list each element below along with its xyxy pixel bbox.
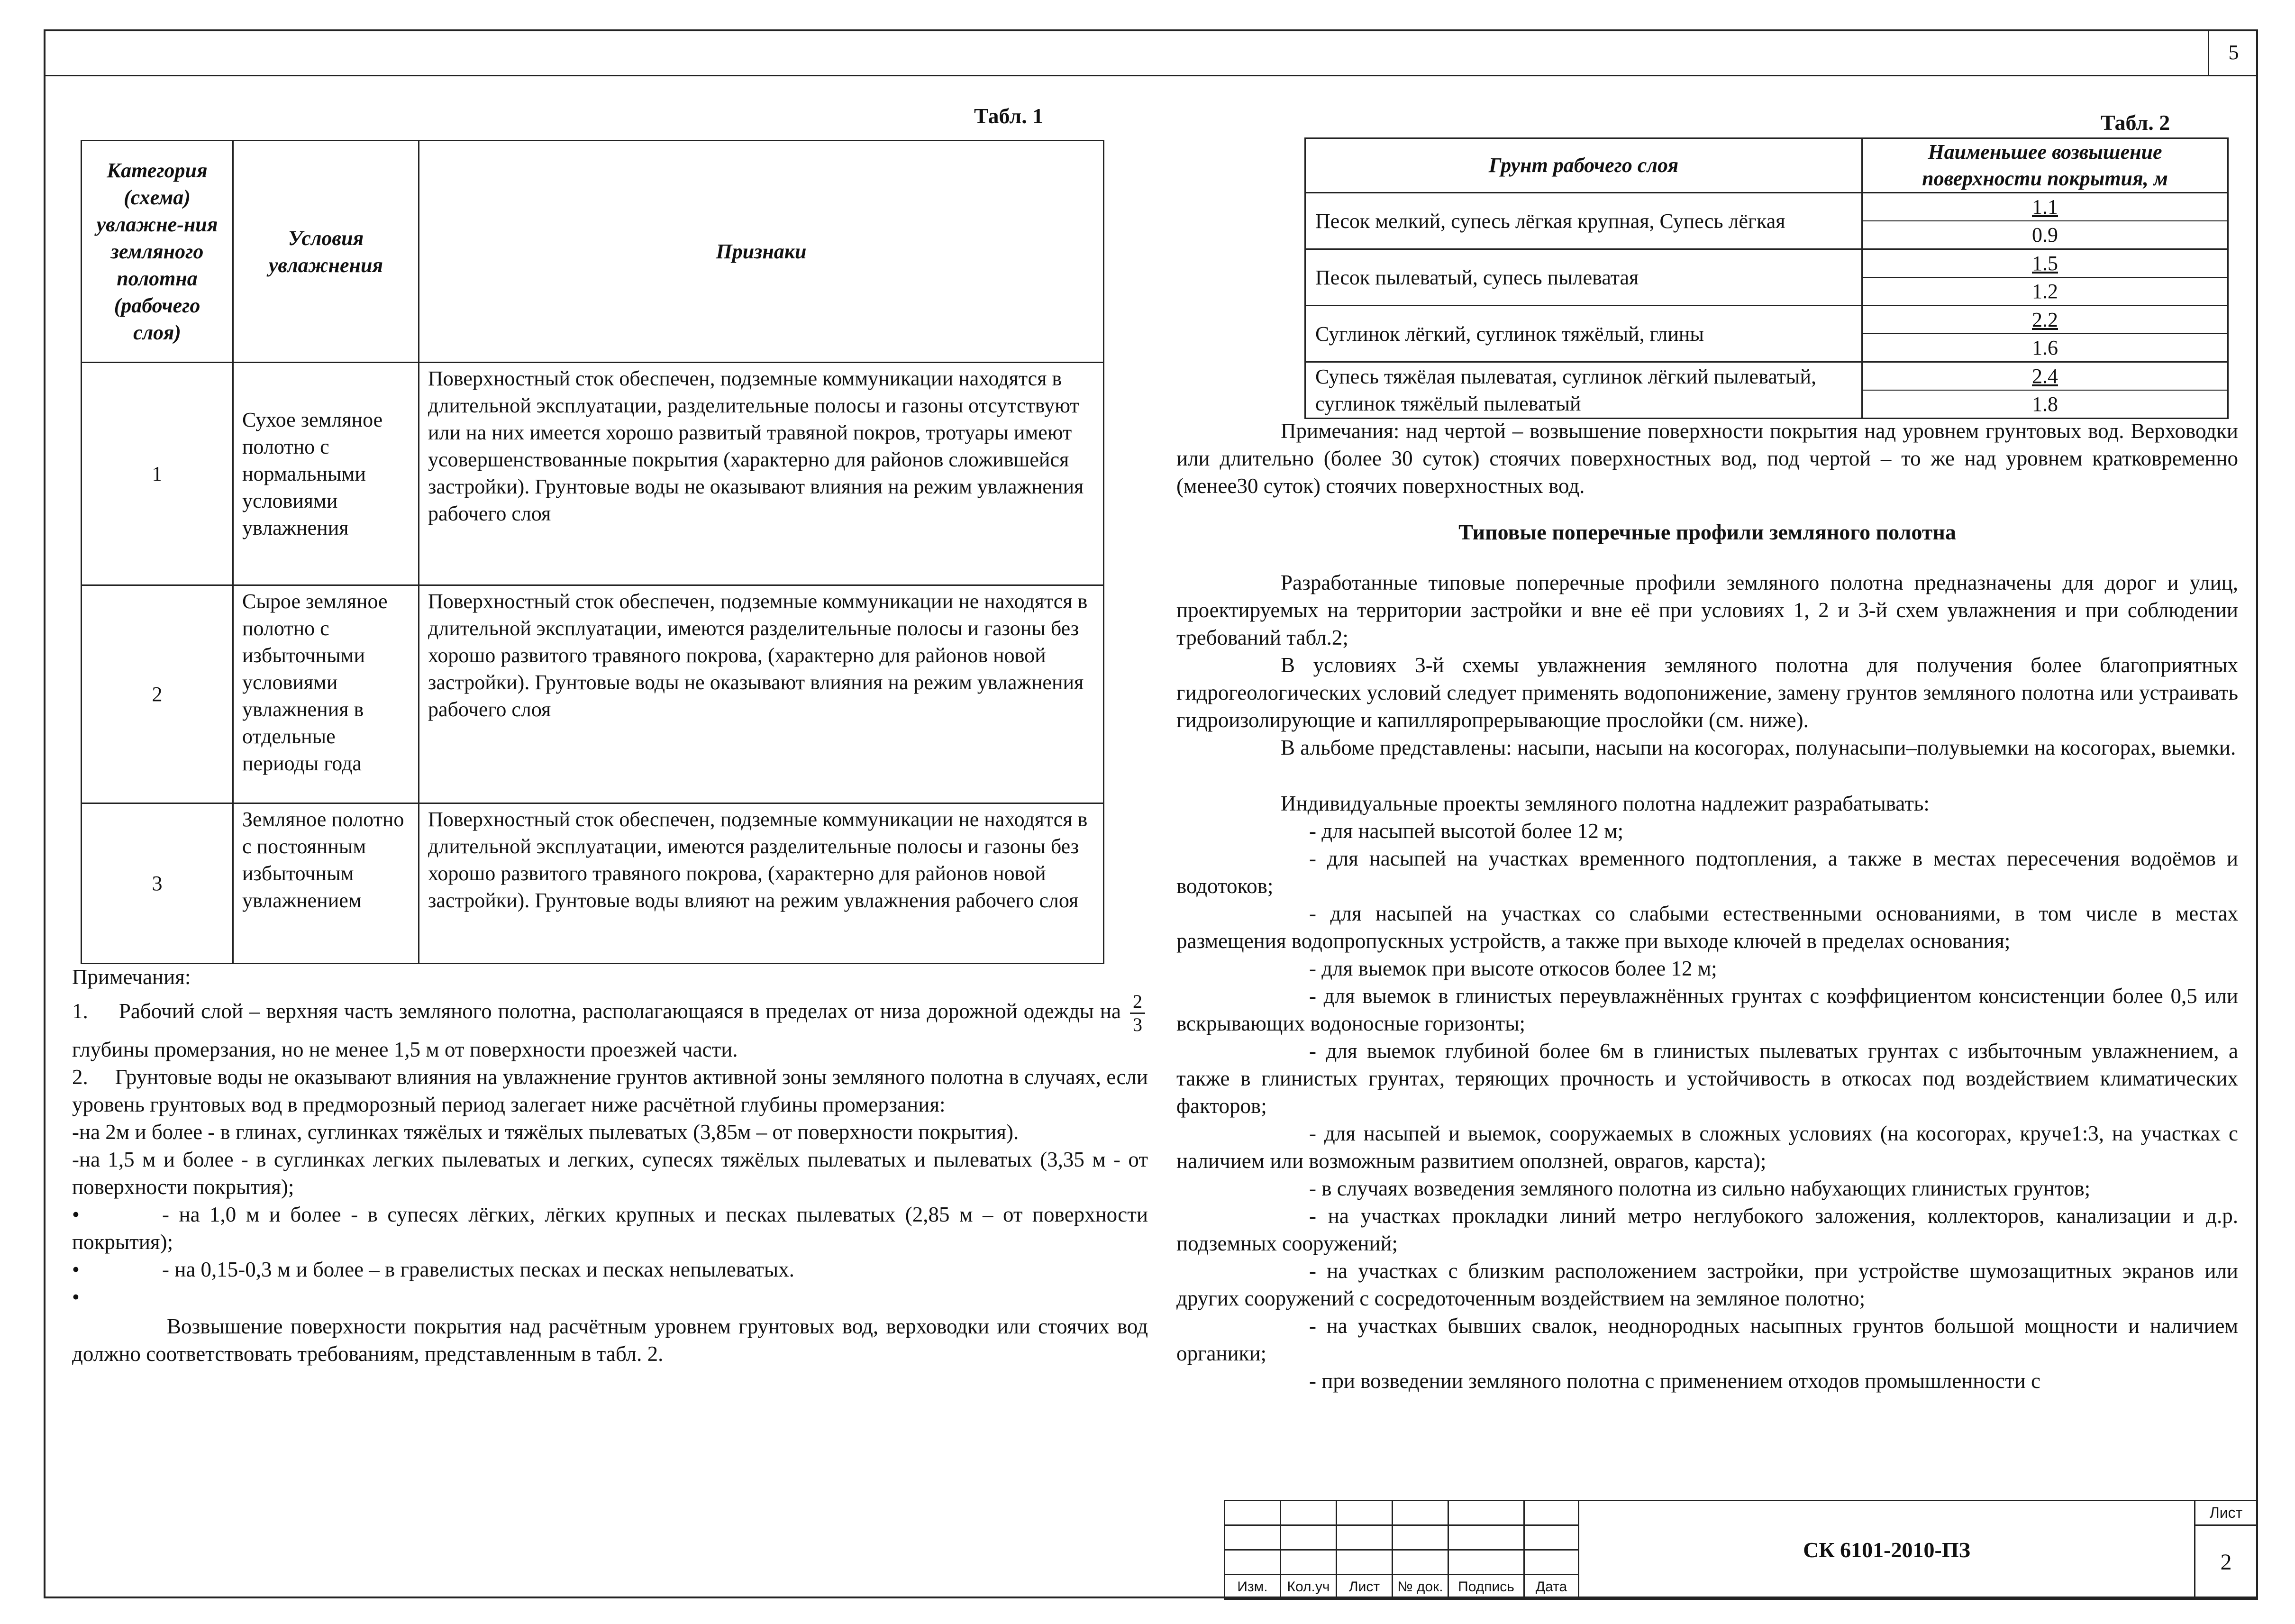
table2 — [1304, 137, 2229, 419]
notes-title: Примечания: — [72, 965, 191, 989]
bullet-icon: • — [72, 1258, 80, 1281]
left-notes — [72, 963, 1148, 1368]
stamp-cell — [1393, 1550, 1448, 1575]
value-under: 1.2 — [2032, 280, 2058, 303]
stamp-cell — [1281, 1501, 1337, 1525]
table1-row-num: 2 — [82, 585, 233, 803]
table2-note: Примечания: над чертой – возвышение поверхности покрытия над уровнем грунтовых вод. Верховодки или длительно (более 30 суток) стоячих поверхностных вод, под чертой – то же над уровнем кратковременно (менее30 суток) стоячих поверхностных вод. — [1176, 419, 2238, 498]
note-2-number: 2. — [72, 1065, 88, 1089]
table1-row-signs: Поверхностный сток обеспечен, подземные коммуникации не находятся в длительной эксплуатации, имеются разделительные полосы и газоны без хорошо развитого травяного покрова, (характерно для районов новой застройки). Грунтовые воды влияют на режим увлажнения рабочего слоя — [419, 803, 1104, 964]
stamp-label-sheet: Лист — [1337, 1575, 1393, 1599]
stamp-cell — [1225, 1501, 1281, 1525]
list-item: - для насыпей высотой более 12 м; — [1309, 819, 1624, 843]
table1-row-num: 3 — [82, 803, 233, 964]
table-row — [82, 585, 1104, 803]
table-row — [1305, 362, 2228, 419]
table2-header-soil: Грунт рабочего слоя — [1305, 138, 1862, 193]
table2-caption: Табл. 2 — [2101, 110, 2170, 135]
table1-row-signs: Поверхностный сток обеспечен, подземные коммуникации находятся в длительной эксплуатации, разделительные полосы и газоны отсутствуют или на них имеется хорошо развитый травяной покров, тротуары имеют усовершенствованные покрытия (характерно для районов сложившейся застройки). Грунтовые воды не оказывают влияния на режим увлажнения рабочего слоя — [419, 363, 1104, 585]
stamp-label-docnum: № док. — [1393, 1575, 1448, 1599]
table1-row-condition: Земляное полотно с постоянным избыточным увлажнением — [233, 803, 419, 964]
table1-row-condition: Сухое земляное полотно с нормальными условиями увлажнения — [233, 363, 419, 585]
document-code: СК 6101-2010-ПЗ — [1579, 1501, 2195, 1599]
list-item: - для насыпей и выемок, сооружаемых в сложных условиях (на косогорах, круче1:3, на участках с наличием или возможным развитием оползней, оврагов, карста); — [1176, 1122, 2238, 1173]
stamp-cell — [1281, 1525, 1337, 1550]
note-1-text-b: глубины промерзания, но не менее 1,5 м от поверхности проезжей части. — [72, 1038, 738, 1061]
table2-soil: Суглинок лёгкий, суглинок тяжёлый, глины — [1305, 306, 1862, 362]
list-item: - при возведении земляного полотна с применением отходов промышленности с — [1309, 1369, 2040, 1393]
table1-header-row — [82, 141, 1104, 363]
stamp-cell — [1225, 1525, 1281, 1550]
table1-caption: Табл. 1 — [974, 104, 1044, 128]
value-under: 1.6 — [2032, 336, 2058, 359]
header-line — [44, 75, 2258, 76]
note-1 — [72, 991, 1148, 1063]
bullet-icon: • — [72, 1285, 80, 1309]
stamp-label-count: Кол.уч — [1281, 1575, 1337, 1599]
table-row — [82, 803, 1104, 964]
note-bullet-1: -на 2м и более - в глинах, суглинках тяжёлых и тяжёлых пылеватых (3,85м – от поверхности покрытия). — [72, 1120, 1019, 1144]
table1-row-condition: Сырое земляное полотно с избыточными условиями увлажнения в отдельные периоды года — [233, 585, 419, 803]
stamp-cell — [1524, 1501, 1579, 1525]
value-over: 2.2 — [1863, 306, 2227, 334]
note-2 — [72, 1063, 1148, 1118]
note-bullet-2: -на 1,5 м и более - в суглинках легких пылеватых и легких, супесях тяжёлых пылеватых и пылеватых (3,35 м - от поверхности покрытия); — [72, 1148, 1148, 1199]
paragraph-3: В альбоме представлены: насыпи, насыпи на косогорах, полунасыпи–полувыемки на косогорах, выемки. — [1281, 736, 2236, 759]
stamp-cell — [1337, 1501, 1393, 1525]
fraction-denominator: 3 — [1133, 1014, 1143, 1035]
stamp-cell — [1448, 1550, 1524, 1575]
stamp-cell — [1448, 1525, 1524, 1550]
table-row — [1305, 306, 2228, 362]
fraction-two-thirds — [1130, 991, 1145, 1036]
value-under: 1.8 — [2032, 392, 2058, 416]
table1 — [81, 140, 1104, 964]
note-bullet-5 — [72, 1283, 1148, 1311]
title-block-grid — [1224, 1500, 2258, 1600]
stamp-label-date: Дата — [1524, 1575, 1579, 1599]
note-bullet-4-text: - на 0,15-0,3 м и более – в гравелистых песках и песках непылеватых. — [162, 1258, 794, 1281]
table2-soil: Супесь тяжёлая пылеватая, суглинок лёгкий пылеватый, суглинок тяжёлый пылеватый — [1305, 362, 1862, 419]
list-item: - для насыпей на участках со слабыми естественными основаниями, в том числе в местах размещения водопропускных устройств, а также при выходе ключей в пределах основания; — [1176, 902, 2238, 953]
table-row — [1305, 193, 2228, 249]
stamp-cell — [1524, 1525, 1579, 1550]
value-over: 1.1 — [1863, 193, 2227, 221]
list-item: - для насыпей на участках временного подтопления, а также в местах пересечения водоёмов и водотоков; — [1176, 847, 2238, 898]
fraction-numerator: 2 — [1130, 991, 1145, 1014]
note-final: Возвышение поверхности покрытия над расчётным уровнем грунтовых вод, верховодки или стоячих вод должно соответствовать требованиям, представленным в табл. 2. — [72, 1314, 1148, 1366]
stamp-cell — [1281, 1550, 1337, 1575]
table1-row-signs: Поверхностный сток обеспечен, подземные коммуникации не находятся в длительной эксплуатации, имеются разделительные полосы и газоны без хорошо развитого травяного покрова, (характерно для районов новой застройки). Грунтовые воды не оказывают влияния на режим увлажнения рабочего слоя — [419, 585, 1104, 803]
list-item: - для выемок глубиной более 6м в глинистых пылеватых грунтах с избыточным увлажнением, а также в глинистых грунтах, теряющих прочность и устойчивость в откосах под воздействием климатических факторов; — [1176, 1039, 2238, 1118]
table2-value — [1862, 362, 2228, 419]
stamp-label-signature: Подпись — [1448, 1575, 1524, 1599]
table1-header-signs: Признаки — [419, 141, 1104, 363]
bullet-icon: • — [72, 1203, 80, 1226]
table2-value — [1862, 306, 2228, 362]
note-bullet-4 — [72, 1256, 1148, 1283]
value-over: 2.4 — [1863, 363, 2227, 391]
paragraph-2: В условиях 3-й схемы увлажнения земляного полотна для получения более благоприятных гидрогеологических условий следует применять водопонижение, замену грунтов земляного полотна или устраивать гидроизолирующие и капилляропрерывающие прослойки (см. ниже). — [1176, 653, 2238, 732]
value-over: 1.5 — [1863, 250, 2227, 278]
table2-soil: Песок пылеватый, супесь пылеватая — [1305, 249, 1862, 306]
paragraph-1: Разработанные типовые поперечные профили земляного полотна предназначены для дорог и улиц, проектируемых на территории застройки и вне её при условиях 1, 2 и 3-й схем увлажнения и при соблюдении требований табл.2; — [1176, 571, 2238, 649]
right-column — [1176, 417, 2238, 1395]
stamp-cell — [1393, 1501, 1448, 1525]
note-1-text-a: Рабочий слой – верхняя часть земляного полотна, располагающаяся в пределах от низа дорожной одежды на — [118, 999, 1121, 1023]
table1-row-num: 1 — [82, 363, 233, 585]
stamp-cell — [1337, 1525, 1393, 1550]
list-item: - на участках с близким расположением застройки, при устройстве шумозащитных экранов или других сооружений с сосредоточенным воздействием на земляное полотно; — [1176, 1259, 2238, 1310]
list-item: - в случаях возведения земляного полотна из сильно набухающих глинистых грунтов; — [1309, 1177, 2091, 1200]
table1-header-conditions: Условия увлажнения — [233, 141, 419, 363]
list-item: - для выемок в глинистых переувлажнённых грунтах с коэффициентом консистенции более 0,5 или вскрывающих водоносные горизонты; — [1176, 984, 2238, 1035]
title-block — [1224, 1500, 2258, 1598]
table-row — [82, 363, 1104, 585]
table2-value — [1862, 193, 2228, 249]
stamp-cell — [1448, 1501, 1524, 1525]
stamp-cell — [1524, 1550, 1579, 1575]
list-item: - на участках прокладки линий метро неглубокого заложения, коллекторов, канализации и д.р. подземных сооружений; — [1176, 1204, 2238, 1255]
table2-header-min-height: Наименьшее возвышение поверхности покрытия, м — [1862, 138, 2228, 193]
table-row — [1305, 249, 2228, 306]
list-item: - на участках бывших свалок, неоднородных насыпных грунтов большой мощности и наличием органики; — [1176, 1314, 2238, 1365]
table2-value — [1862, 249, 2228, 306]
stamp-cell — [1393, 1525, 1448, 1550]
stamp-cell — [1337, 1550, 1393, 1575]
paragraph-4: Индивидуальные проекты земляного полотна надлежит разрабатывать: — [1281, 792, 1930, 815]
note-1-number: 1. — [72, 999, 88, 1023]
stamp-cell — [1225, 1550, 1281, 1575]
section-heading: Типовые поперечные профили земляного полотна — [1458, 520, 1956, 544]
note-2-text: Грунтовые воды не оказывают влияния на увлажнение грунтов активной зоны земляного полотна в случаях, если уровень грунтовых вод в предморозный период залегает ниже расчётной глубины промерзания: — [72, 1065, 1148, 1116]
table2-soil: Песок мелкий, супесь лёгкая крупная, Супесь лёгкая — [1305, 193, 1862, 249]
note-bullet-3 — [72, 1201, 1148, 1256]
list-item: - для выемок при высоте откосов более 12 м; — [1309, 957, 1717, 980]
stamp-label-rev: Изм. — [1225, 1575, 1281, 1599]
table2-header-row — [1305, 138, 2228, 193]
note-bullet-3-text: - на 1,0 м и более - в супесях лёгких, лёгких крупных и песках пылеватых (2,85 м – от поверхности покрытия); — [72, 1203, 1148, 1254]
sheet-number: 2 — [2195, 1525, 2258, 1599]
page-number: 5 — [2208, 29, 2258, 75]
sheet-label: Лист — [2195, 1501, 2258, 1525]
value-under: 0.9 — [2032, 223, 2058, 246]
table1-header-category: Категория (схема) увлажне-ния земляного полотна (рабочего слоя) — [82, 141, 233, 363]
